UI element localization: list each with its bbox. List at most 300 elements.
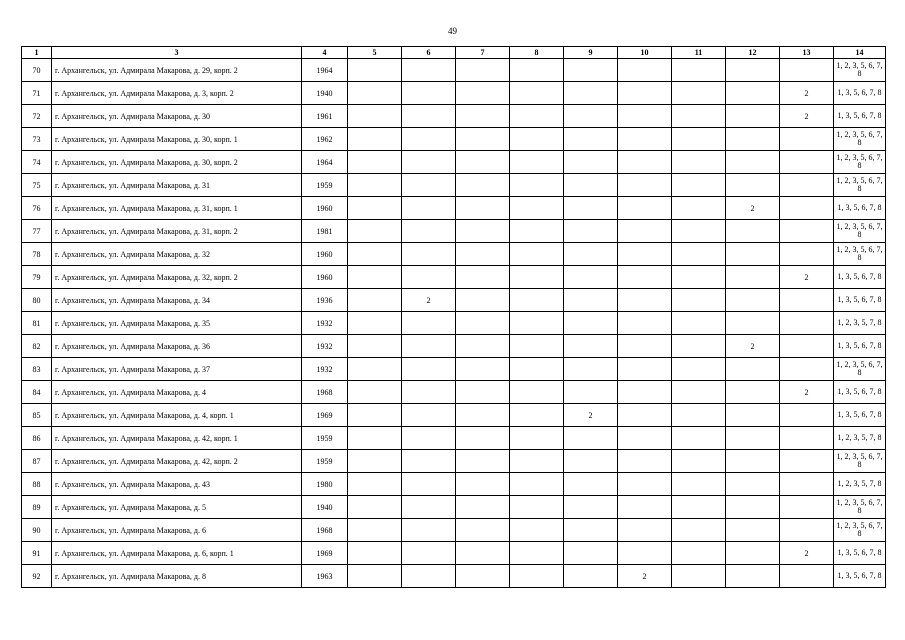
col9-cell: [564, 266, 618, 289]
col9-cell: [564, 151, 618, 174]
col10-cell: [618, 404, 672, 427]
row-number: 77: [22, 220, 52, 243]
column-header-1: 1: [22, 47, 52, 59]
col7-cell: [456, 404, 510, 427]
col8-cell: [510, 243, 564, 266]
column-header-13: 13: [780, 47, 834, 59]
col13-cell: [780, 519, 834, 542]
address-cell: г. Архангельск, ул. Адмирала Макарова, д. 43: [52, 473, 302, 496]
col7-cell: [456, 220, 510, 243]
col12-cell: [726, 243, 780, 266]
col10-cell: [618, 197, 672, 220]
col10-cell: [618, 519, 672, 542]
col11-cell: [672, 220, 726, 243]
col5-cell: [348, 427, 402, 450]
col11-cell: [672, 197, 726, 220]
col7-cell: [456, 82, 510, 105]
col12-cell: 2: [726, 197, 780, 220]
codes-cell: 1, 3, 5, 6, 7, 8: [834, 105, 886, 128]
col8-cell: [510, 519, 564, 542]
col7-cell: [456, 565, 510, 588]
col6-cell: [402, 82, 456, 105]
col8-cell: [510, 197, 564, 220]
address-cell: г. Архангельск, ул. Адмирала Макарова, д. 34: [52, 289, 302, 312]
col9-cell: [564, 220, 618, 243]
row-number: 90: [22, 519, 52, 542]
col7-cell: [456, 105, 510, 128]
page-number: 49: [448, 26, 457, 36]
col9-cell: [564, 381, 618, 404]
col9-cell: [564, 105, 618, 128]
col7-cell: [456, 243, 510, 266]
col5-cell: [348, 105, 402, 128]
col8-cell: [510, 174, 564, 197]
col7-cell: [456, 197, 510, 220]
table-row: [22, 312, 886, 335]
col8-cell: [510, 450, 564, 473]
codes-cell: 1, 3, 5, 6, 7, 8: [834, 404, 886, 427]
col13-cell: [780, 197, 834, 220]
col12-cell: [726, 542, 780, 565]
col12-cell: [726, 82, 780, 105]
col11-cell: [672, 404, 726, 427]
codes-cell: 1, 2, 3, 5, 6, 7, 8: [834, 496, 886, 519]
address-cell: г. Архангельск, ул. Адмирала Макарова, д. 32, корп. 2: [52, 266, 302, 289]
col13-cell: [780, 427, 834, 450]
row-number: 81: [22, 312, 52, 335]
col8-cell: [510, 565, 564, 588]
col13-cell: 2: [780, 381, 834, 404]
col12-cell: [726, 519, 780, 542]
col11-cell: [672, 128, 726, 151]
col5-cell: [348, 266, 402, 289]
column-header-3: 3: [52, 47, 302, 59]
col9-cell: [564, 542, 618, 565]
col10-cell: [618, 220, 672, 243]
row-number: 84: [22, 381, 52, 404]
col10-cell: [618, 381, 672, 404]
col7-cell: [456, 128, 510, 151]
row-number: 74: [22, 151, 52, 174]
col13-cell: [780, 312, 834, 335]
address-cell: г. Архангельск, ул. Адмирала Макарова, д. 31, корп. 2: [52, 220, 302, 243]
codes-cell: 1, 3, 5, 6, 7, 8: [834, 289, 886, 312]
col11-cell: [672, 565, 726, 588]
col8-cell: [510, 381, 564, 404]
col12-cell: [726, 312, 780, 335]
col12-cell: [726, 128, 780, 151]
col6-cell: [402, 243, 456, 266]
address-cell: г. Архангельск, ул. Адмирала Макарова, д. 4, корп. 1: [52, 404, 302, 427]
col11-cell: [672, 151, 726, 174]
col5-cell: [348, 542, 402, 565]
col9-cell: [564, 312, 618, 335]
table-body: [22, 59, 886, 588]
col8-cell: [510, 404, 564, 427]
col6-cell: [402, 128, 456, 151]
row-number: 80: [22, 289, 52, 312]
col6-cell: [402, 519, 456, 542]
col10-cell: [618, 128, 672, 151]
col12-cell: [726, 220, 780, 243]
address-cell: г. Архангельск, ул. Адмирала Макарова, д. 4: [52, 381, 302, 404]
col11-cell: [672, 335, 726, 358]
col10-cell: [618, 82, 672, 105]
col6-cell: [402, 197, 456, 220]
year-cell: 1964: [302, 151, 348, 174]
address-cell: г. Архангельск, ул. Адмирала Макарова, д. 30: [52, 105, 302, 128]
col9-cell: [564, 289, 618, 312]
col5-cell: [348, 151, 402, 174]
col10-cell: [618, 542, 672, 565]
col6-cell: [402, 358, 456, 381]
col6-cell: [402, 59, 456, 82]
col11-cell: [672, 289, 726, 312]
col5-cell: [348, 243, 402, 266]
col12-cell: [726, 404, 780, 427]
codes-cell: 1, 3, 5, 6, 7, 8: [834, 197, 886, 220]
row-number: 78: [22, 243, 52, 266]
col7-cell: [456, 427, 510, 450]
row-number: 86: [22, 427, 52, 450]
address-cell: г. Архангельск, ул. Адмирала Макарова, д. 30, корп. 2: [52, 151, 302, 174]
table-row: [22, 197, 886, 220]
col7-cell: [456, 335, 510, 358]
address-cell: г. Архангельск, ул. Адмирала Макарова, д. 6, корп. 1: [52, 542, 302, 565]
table-row: [22, 381, 886, 404]
col12-cell: [726, 381, 780, 404]
codes-cell: 1, 2, 3, 5, 7, 8: [834, 312, 886, 335]
col12-cell: [726, 105, 780, 128]
codes-cell: 1, 2, 3, 5, 6, 7, 8: [834, 519, 886, 542]
col9-cell: [564, 358, 618, 381]
col7-cell: [456, 174, 510, 197]
col11-cell: [672, 105, 726, 128]
col10-cell: [618, 335, 672, 358]
row-number: 79: [22, 266, 52, 289]
col12-cell: [726, 496, 780, 519]
address-cell: г. Архангельск, ул. Адмирала Макарова, д. 42, корп. 2: [52, 450, 302, 473]
col13-cell: [780, 243, 834, 266]
col8-cell: [510, 542, 564, 565]
table-row: [22, 59, 886, 82]
col10-cell: [618, 289, 672, 312]
col10-cell: [618, 473, 672, 496]
table-row: [22, 404, 886, 427]
year-cell: 1962: [302, 128, 348, 151]
codes-cell: 1, 2, 3, 5, 6, 7, 8: [834, 59, 886, 82]
col10-cell: 2: [618, 565, 672, 588]
col13-cell: [780, 59, 834, 82]
col11-cell: [672, 266, 726, 289]
table-row: [22, 151, 886, 174]
col13-cell: 2: [780, 266, 834, 289]
col7-cell: [456, 289, 510, 312]
row-number: 87: [22, 450, 52, 473]
table-row: [22, 220, 886, 243]
address-cell: г. Архангельск, ул. Адмирала Макарова, д. 31, корп. 1: [52, 197, 302, 220]
col11-cell: [672, 381, 726, 404]
col5-cell: [348, 358, 402, 381]
col6-cell: [402, 105, 456, 128]
col5-cell: [348, 565, 402, 588]
address-cell: г. Архангельск, ул. Адмирала Макарова, д. 5: [52, 496, 302, 519]
col11-cell: [672, 496, 726, 519]
col11-cell: [672, 358, 726, 381]
col11-cell: [672, 174, 726, 197]
col13-cell: 2: [780, 542, 834, 565]
col11-cell: [672, 450, 726, 473]
col6-cell: [402, 565, 456, 588]
col7-cell: [456, 312, 510, 335]
col9-cell: [564, 427, 618, 450]
col12-cell: [726, 450, 780, 473]
col5-cell: [348, 174, 402, 197]
codes-cell: 1, 3, 5, 6, 7, 8: [834, 542, 886, 565]
row-number: 91: [22, 542, 52, 565]
col6-cell: [402, 427, 456, 450]
col12-cell: [726, 358, 780, 381]
col7-cell: [456, 266, 510, 289]
col6-cell: [402, 381, 456, 404]
year-cell: 1968: [302, 519, 348, 542]
col10-cell: [618, 450, 672, 473]
col5-cell: [348, 289, 402, 312]
col12-cell: [726, 266, 780, 289]
codes-cell: 1, 2, 3, 5, 6, 7, 8: [834, 450, 886, 473]
col8-cell: [510, 105, 564, 128]
col9-cell: [564, 496, 618, 519]
col5-cell: [348, 519, 402, 542]
table-row: [22, 105, 886, 128]
col6-cell: [402, 174, 456, 197]
column-header-7: 7: [456, 47, 510, 59]
year-cell: 1964: [302, 59, 348, 82]
column-header-8: 8: [510, 47, 564, 59]
column-header-10: 10: [618, 47, 672, 59]
col8-cell: [510, 151, 564, 174]
col7-cell: [456, 381, 510, 404]
col12-cell: 2: [726, 335, 780, 358]
year-cell: 1980: [302, 473, 348, 496]
address-cell: г. Архангельск, ул. Адмирала Макарова, д. 31: [52, 174, 302, 197]
column-header-9: 9: [564, 47, 618, 59]
table-row: [22, 174, 886, 197]
codes-cell: 1, 2, 3, 5, 7, 8: [834, 427, 886, 450]
col12-cell: [726, 427, 780, 450]
col7-cell: [456, 542, 510, 565]
address-cell: г. Архангельск, ул. Адмирала Макарова, д. 36: [52, 335, 302, 358]
col9-cell: [564, 473, 618, 496]
codes-cell: 1, 2, 3, 5, 6, 7, 8: [834, 358, 886, 381]
col13-cell: [780, 358, 834, 381]
col13-cell: [780, 335, 834, 358]
col9-cell: [564, 197, 618, 220]
col13-cell: 2: [780, 82, 834, 105]
col10-cell: [618, 174, 672, 197]
col9-cell: [564, 519, 618, 542]
col5-cell: [348, 59, 402, 82]
col11-cell: [672, 243, 726, 266]
col10-cell: [618, 427, 672, 450]
year-cell: 1960: [302, 266, 348, 289]
column-header-4: 4: [302, 47, 348, 59]
row-number: 72: [22, 105, 52, 128]
year-cell: 1959: [302, 450, 348, 473]
col5-cell: [348, 312, 402, 335]
col8-cell: [510, 427, 564, 450]
column-header-14: 14: [834, 47, 886, 59]
table-row: [22, 473, 886, 496]
table-row: [22, 82, 886, 105]
col11-cell: [672, 427, 726, 450]
col11-cell: [672, 542, 726, 565]
codes-cell: 1, 2, 3, 5, 6, 7, 8: [834, 128, 886, 151]
col13-cell: [780, 496, 834, 519]
col8-cell: [510, 220, 564, 243]
col5-cell: [348, 335, 402, 358]
col5-cell: [348, 381, 402, 404]
col7-cell: [456, 519, 510, 542]
column-header-6: 6: [402, 47, 456, 59]
row-number: 71: [22, 82, 52, 105]
table-row: [22, 565, 886, 588]
year-cell: 1932: [302, 335, 348, 358]
col8-cell: [510, 128, 564, 151]
year-cell: 1981: [302, 220, 348, 243]
col9-cell: 2: [564, 404, 618, 427]
col6-cell: [402, 496, 456, 519]
col8-cell: [510, 335, 564, 358]
col13-cell: [780, 174, 834, 197]
address-cell: г. Архангельск, ул. Адмирала Макарова, д. 8: [52, 565, 302, 588]
address-cell: г. Архангельск, ул. Адмирала Макарова, д. 30, корп. 1: [52, 128, 302, 151]
col13-cell: [780, 450, 834, 473]
codes-cell: 1, 2, 3, 5, 6, 7, 8: [834, 151, 886, 174]
col10-cell: [618, 266, 672, 289]
row-number: 83: [22, 358, 52, 381]
col8-cell: [510, 358, 564, 381]
col9-cell: [564, 128, 618, 151]
address-cell: г. Архангельск, ул. Адмирала Макарова, д. 37: [52, 358, 302, 381]
col8-cell: [510, 496, 564, 519]
table-row: [22, 266, 886, 289]
table-row: [22, 519, 886, 542]
col5-cell: [348, 128, 402, 151]
col9-cell: [564, 82, 618, 105]
col8-cell: [510, 82, 564, 105]
col7-cell: [456, 473, 510, 496]
col11-cell: [672, 59, 726, 82]
codes-cell: 1, 3, 5, 6, 7, 8: [834, 82, 886, 105]
col9-cell: [564, 450, 618, 473]
codes-cell: 1, 3, 5, 6, 7, 8: [834, 266, 886, 289]
year-cell: 1940: [302, 496, 348, 519]
col13-cell: [780, 151, 834, 174]
table-row: [22, 496, 886, 519]
row-number: 92: [22, 565, 52, 588]
col6-cell: [402, 220, 456, 243]
year-cell: 1961: [302, 105, 348, 128]
col13-cell: [780, 565, 834, 588]
year-cell: 1960: [302, 197, 348, 220]
col11-cell: [672, 519, 726, 542]
col11-cell: [672, 82, 726, 105]
table-row: [22, 358, 886, 381]
address-cell: г. Архангельск, ул. Адмирала Макарова, д. 3, корп. 2: [52, 82, 302, 105]
col6-cell: [402, 542, 456, 565]
col10-cell: [618, 312, 672, 335]
table-row: [22, 542, 886, 565]
col6-cell: [402, 404, 456, 427]
col13-cell: [780, 289, 834, 312]
col8-cell: [510, 59, 564, 82]
col9-cell: [564, 335, 618, 358]
col7-cell: [456, 450, 510, 473]
year-cell: 1959: [302, 427, 348, 450]
row-number: 76: [22, 197, 52, 220]
row-number: 73: [22, 128, 52, 151]
codes-cell: 1, 2, 3, 5, 6, 7, 8: [834, 174, 886, 197]
year-cell: 1969: [302, 404, 348, 427]
address-cell: г. Архангельск, ул. Адмирала Макарова, д. 32: [52, 243, 302, 266]
col5-cell: [348, 197, 402, 220]
address-cell: г. Архангельск, ул. Адмирала Макарова, д. 6: [52, 519, 302, 542]
codes-cell: 1, 2, 3, 5, 7, 8: [834, 473, 886, 496]
table-row: [22, 128, 886, 151]
col6-cell: [402, 335, 456, 358]
row-number: 75: [22, 174, 52, 197]
table-row: [22, 335, 886, 358]
col13-cell: [780, 220, 834, 243]
codes-cell: 1, 2, 3, 5, 6, 7, 8: [834, 243, 886, 266]
col7-cell: [456, 358, 510, 381]
address-cell: г. Архангельск, ул. Адмирала Макарова, д. 42, корп. 1: [52, 427, 302, 450]
year-cell: 1940: [302, 82, 348, 105]
col5-cell: [348, 404, 402, 427]
col6-cell: [402, 266, 456, 289]
year-cell: 1960: [302, 243, 348, 266]
col12-cell: [726, 289, 780, 312]
table-row: [22, 289, 886, 312]
table-row: [22, 427, 886, 450]
year-cell: 1968: [302, 381, 348, 404]
col10-cell: [618, 105, 672, 128]
row-number: 89: [22, 496, 52, 519]
col7-cell: [456, 151, 510, 174]
col9-cell: [564, 565, 618, 588]
col10-cell: [618, 243, 672, 266]
col12-cell: [726, 174, 780, 197]
codes-cell: 1, 3, 5, 6, 7, 8: [834, 381, 886, 404]
col11-cell: [672, 473, 726, 496]
col8-cell: [510, 289, 564, 312]
codes-cell: 1, 3, 5, 6, 7, 8: [834, 335, 886, 358]
buildings-table: [21, 46, 886, 588]
row-number: 82: [22, 335, 52, 358]
col11-cell: [672, 312, 726, 335]
col13-cell: [780, 128, 834, 151]
address-cell: г. Архангельск, ул. Адмирала Макарова, д. 29, корп. 2: [52, 59, 302, 82]
year-cell: 1959: [302, 174, 348, 197]
col8-cell: [510, 266, 564, 289]
year-cell: 1963: [302, 565, 348, 588]
col12-cell: [726, 565, 780, 588]
col8-cell: [510, 473, 564, 496]
col6-cell: [402, 312, 456, 335]
year-cell: 1936: [302, 289, 348, 312]
col7-cell: [456, 496, 510, 519]
